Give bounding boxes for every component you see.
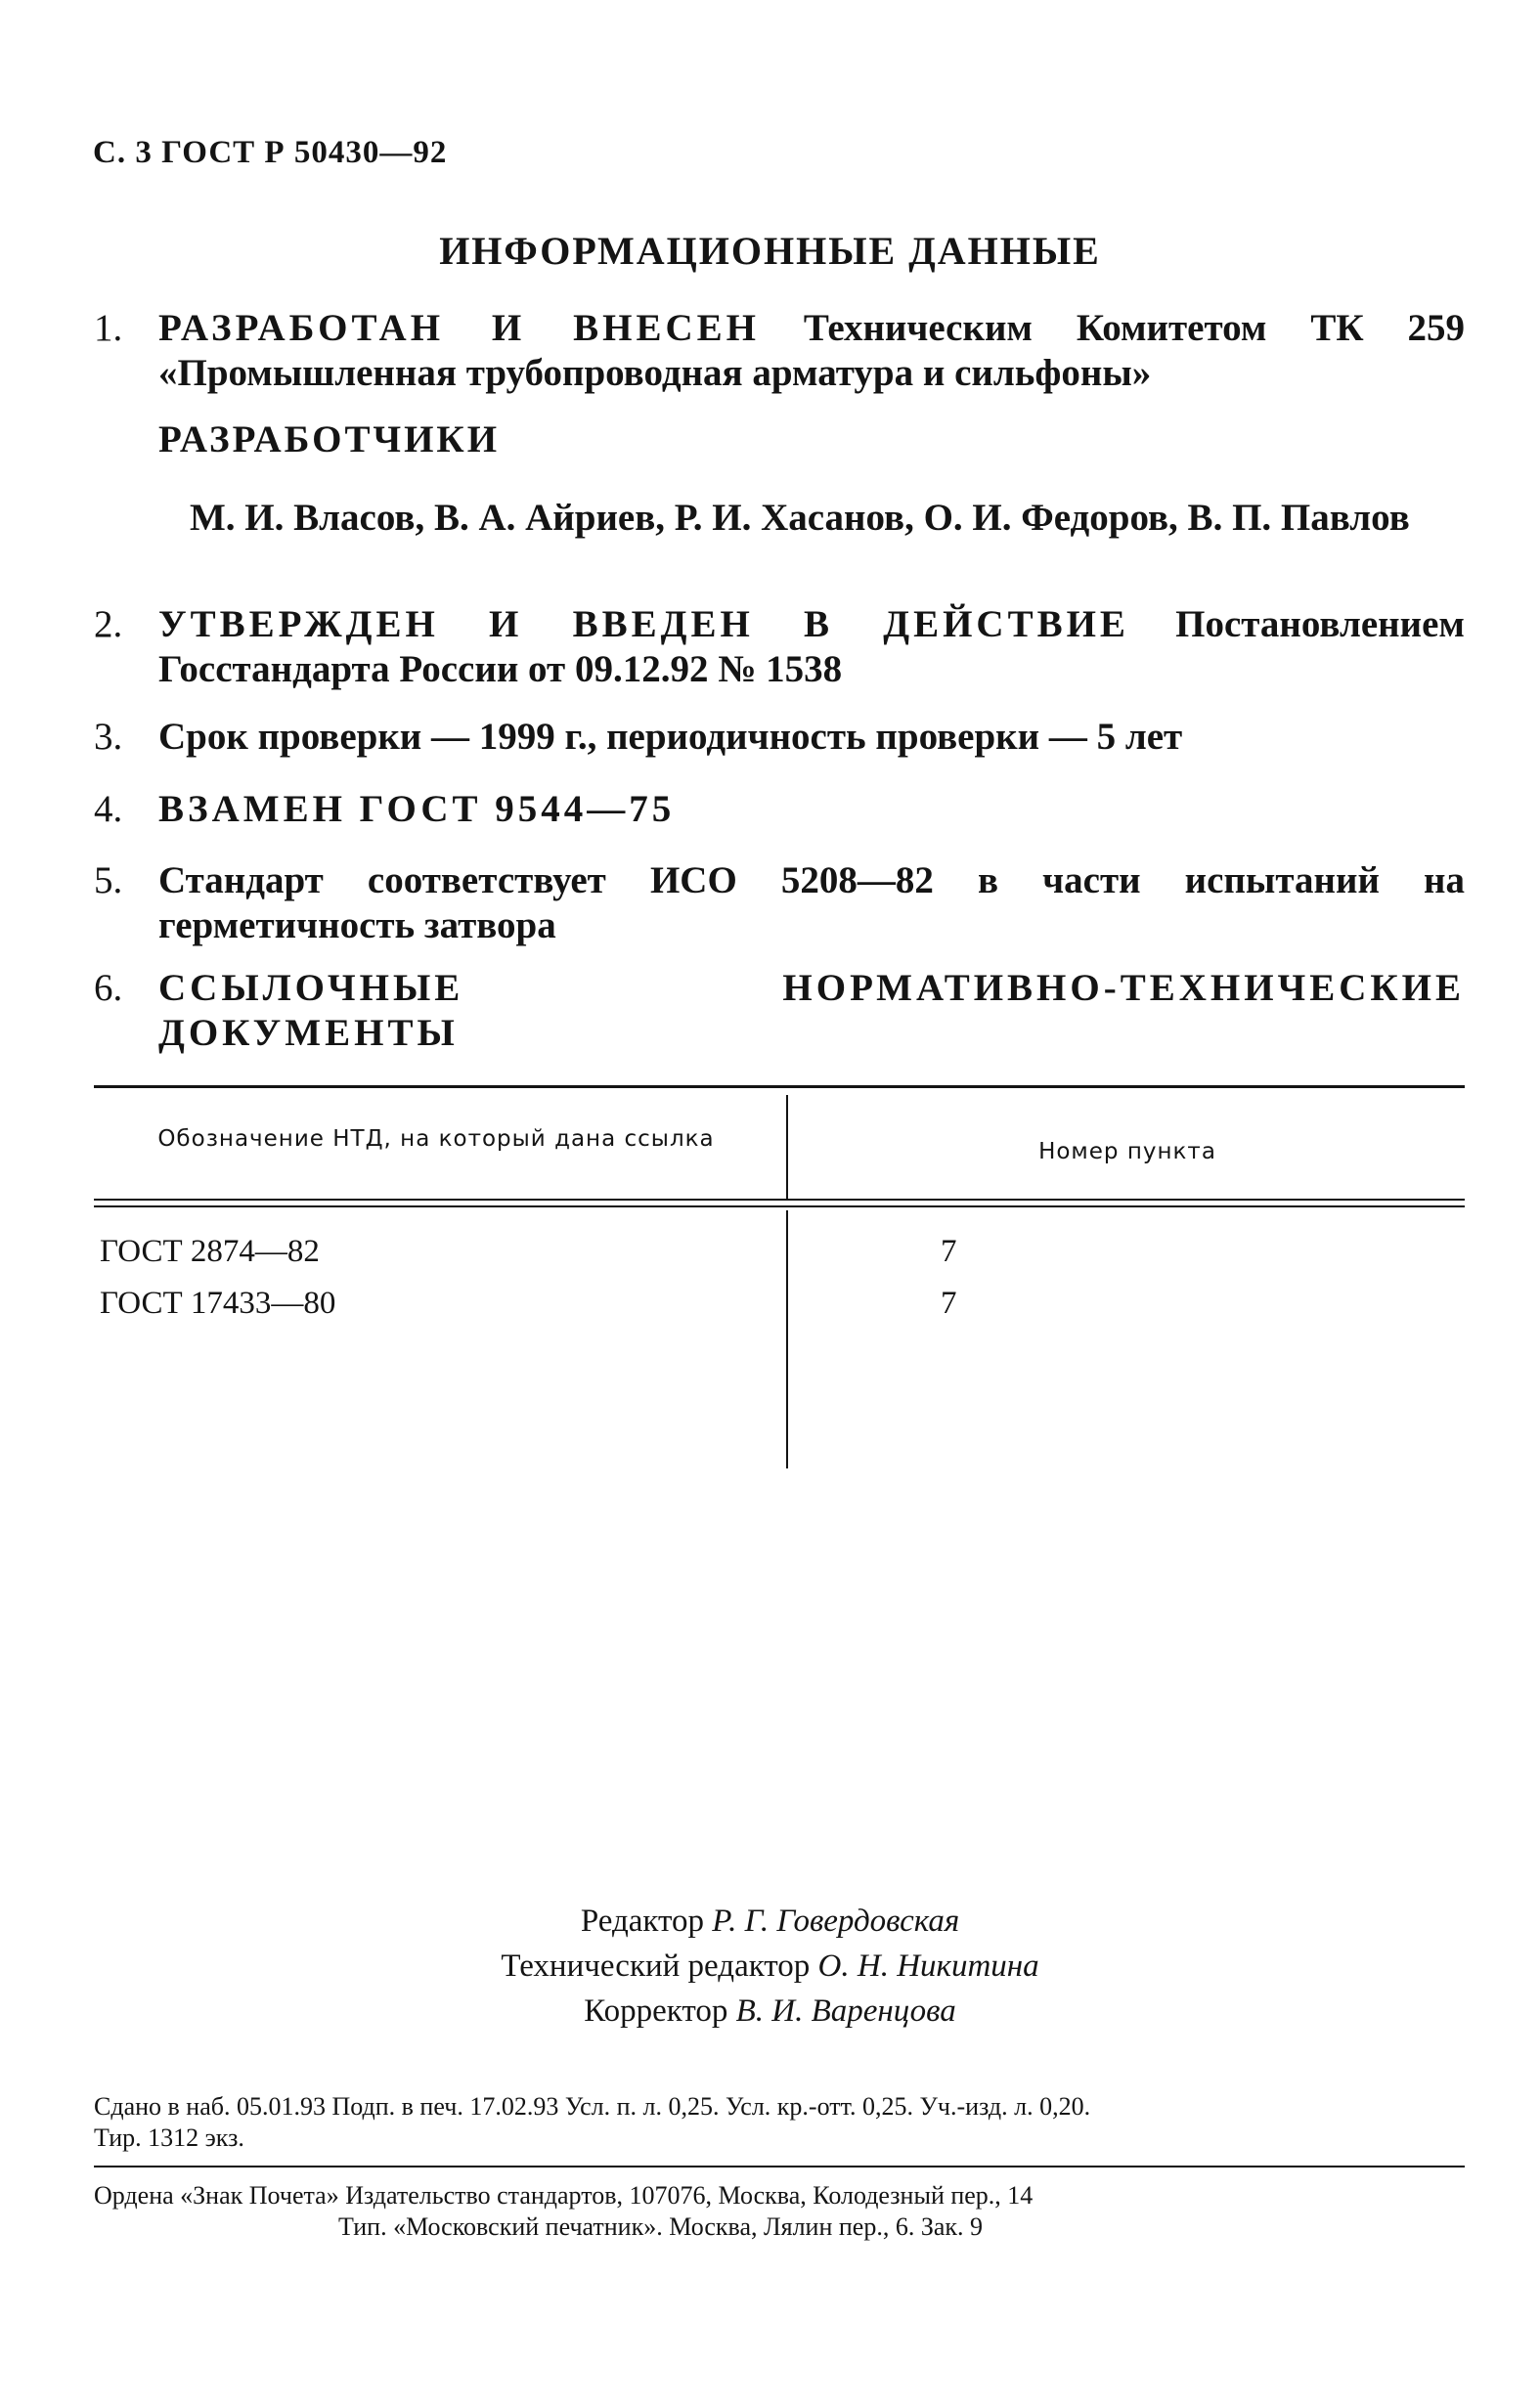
item-lead: ССЫЛОЧНЫЕ НОРМАТИВНО-ТЕХНИЧЕСКИЕ ДОКУМЕНТЫ	[158, 967, 1465, 1054]
item-lead: УТВЕРЖДЕН И ВВЕДЕН В ДЕЙСТВИЕ	[158, 603, 1129, 645]
credit-proofreader: Корректор В. И. Варенцова	[584, 1993, 956, 2029]
table-cell-clause: 7	[941, 1234, 957, 1269]
info-item-1	[94, 306, 1465, 396]
table-header-clause: Номер пункта	[1038, 1139, 1216, 1164]
info-item-5	[94, 858, 1465, 948]
developers-heading: РАЗРАБОТЧИКИ	[158, 418, 501, 460]
credit-technical-editor: Технический редактор О. Н. Никитина	[501, 1948, 1039, 1984]
item-number: 6.	[94, 967, 123, 1009]
item-number: 2.	[94, 603, 123, 645]
page-title: ИНФОРМАЦИОННЫЕ ДАННЫЕ	[439, 229, 1101, 273]
credits-block	[0, 1899, 1540, 2034]
printer-line: Тип. «Московский печатник». Москва, Лялин пер., 6. Зак. 9	[338, 2212, 984, 2241]
table-cell-doc: ГОСТ 17433—80	[100, 1286, 336, 1321]
item-number: 5.	[94, 859, 123, 901]
item-text: Техническим Комитетом ТК 259 «Промышленная трубопроводная арматура и сильфоны»	[158, 307, 1465, 394]
table-cell-clause: 7	[941, 1286, 957, 1321]
item-lead: РАЗРАБОТАН И ВНЕСЕН	[158, 307, 761, 349]
imprint-block	[94, 2091, 1465, 2154]
table-cell-doc: ГОСТ 2874—82	[100, 1234, 320, 1269]
imprint-line: Тир. 1312 экз.	[94, 2123, 244, 2152]
publisher-line: Ордена «Знак Почета» Издательство стандартов, 107076, Москва, Колодезный пер., 14	[94, 2181, 1034, 2210]
table-column-divider	[786, 1210, 788, 1468]
table-column-divider	[786, 1095, 788, 1199]
info-item-4	[94, 787, 1465, 832]
item-number: 4.	[94, 788, 123, 830]
info-item-2	[94, 602, 1465, 692]
credit-editor: Редактор Р. Г. Говердовская	[580, 1904, 960, 1939]
imprint-divider	[94, 2166, 1465, 2167]
table-header-rule	[94, 1205, 1465, 1207]
item-text: Стандарт соответствует ИСО 5208—82 в части испытаний на герметичность затвора	[158, 859, 1465, 946]
item-text: Постановлением Госстандарта России от 09.12.92 № 1538	[158, 603, 1465, 690]
table-header-doc: Обозначение НТД, на который дана ссылка	[157, 1126, 715, 1152]
imprint-line: Сдано в наб. 05.01.93 Подп. в печ. 17.02.93 Усл. п. л. 0,25. Усл. кр.-отт. 0,25. Уч.-изд. л. 0,20.	[94, 2092, 1091, 2121]
developers-list: М. И. Власов, В. А. Айриев, Р. И. Хасанов, О. И. Федоров, В. П. Павлов	[190, 497, 1410, 539]
item-number: 3.	[94, 716, 123, 758]
publisher-block	[94, 2180, 1465, 2243]
table-header-rule	[94, 1199, 1465, 1201]
table-top-rule	[94, 1085, 1465, 1088]
item-text: Срок проверки — 1999 г., периодичность проверки — 5 лет	[158, 716, 1183, 758]
info-item-6	[94, 966, 1465, 1056]
page-header: С. 3 ГОСТ Р 50430—92	[93, 135, 448, 170]
info-item-3	[94, 715, 1465, 760]
item-number: 1.	[94, 307, 123, 349]
item-lead: ВЗАМЕН ГОСТ 9544—75	[158, 788, 676, 830]
